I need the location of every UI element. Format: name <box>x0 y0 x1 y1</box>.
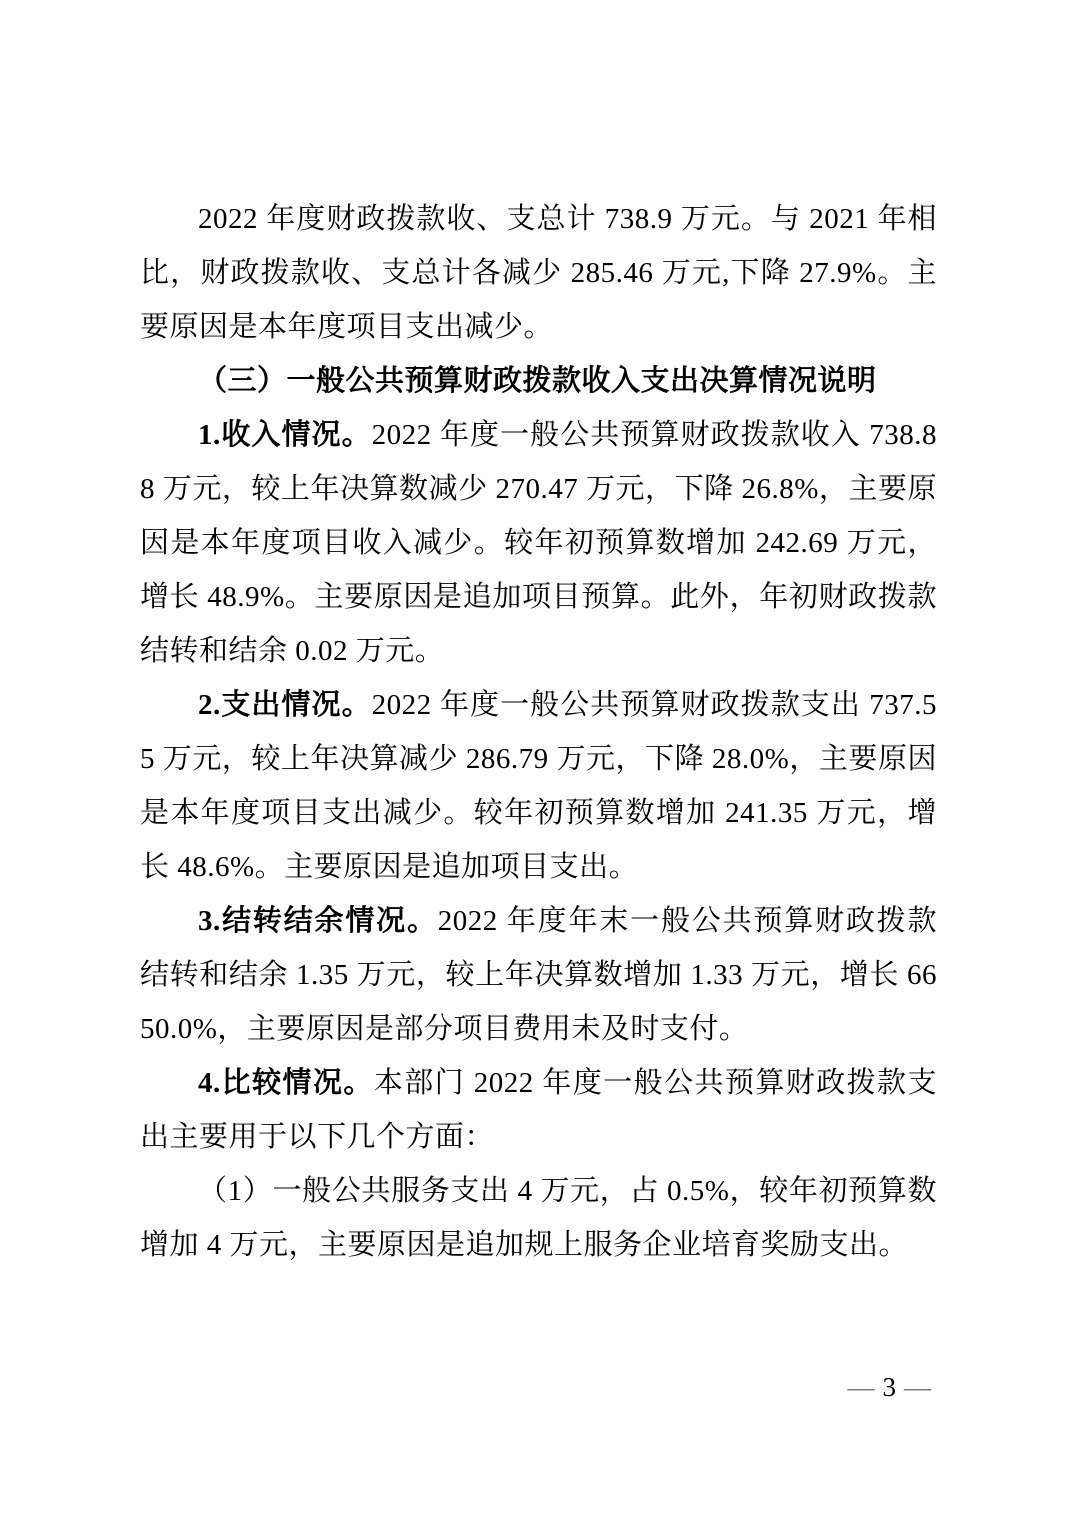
section-heading <box>140 354 937 408</box>
page-number-left-dash: — <box>847 1372 875 1402</box>
paragraph-lead: 4.比较情况。 <box>198 1067 374 1099</box>
paragraph-item-1 <box>140 1164 937 1272</box>
paragraph-text: 本部门 2022 年度一般公共预算财政拨款支出主要用于以下几个方面： <box>140 1067 937 1153</box>
paragraph-text: 2022 年度一般公共预算财政拨款支出 737.55 万元，较上年决算减少 286.79 万元，下降 28.0%，主要原因是本年度项目支出减少。较年初预算数增加 241.35 万元，增长 48.6%。主要原因是追加项目支出。 <box>140 689 937 883</box>
paragraph-fiscal-total <box>140 192 937 354</box>
paragraph-text: 2022 年度一般公共预算财政拨款收入 738.88 万元，较上年决算数减少 270.47 万元，下降 26.8%，主要原因是本年度项目收入减少。较年初预算数增加 242.69 万元，增长 48.9%。主要原因是追加项目预算。此外，年初财政拨款结转和结余 0.02 万元。 <box>140 419 937 667</box>
paragraph-expenditure <box>140 678 937 894</box>
page-number-right-dash: — <box>904 1372 931 1402</box>
paragraph-lead: 3.结转结余情况。 <box>198 905 438 937</box>
paragraph-text: 2022 年度年末一般公共预算财政拨款结转和结余 1.35 万元，较上年决算数增加 1.33 万元，增长 6650.0%，主要原因是部分项目费用未及时支付。 <box>140 905 937 1045</box>
document-body <box>140 192 937 1272</box>
paragraph-text: 2022 年度财政拨款收、支总计 738.9 万元。与 2021 年相比，财政拨款收、支总计各减少 285.46 万元,下降 27.9%。主要原因是本年度项目支出减少。 <box>140 203 937 343</box>
paragraph-carryover <box>140 894 937 1056</box>
section-heading-text: （三）一般公共预算财政拨款收入支出决算情况说明 <box>198 365 877 397</box>
page-number-value: 3 <box>882 1372 896 1402</box>
paragraph-income <box>140 408 937 678</box>
paragraph-lead: 1.收入情况。 <box>198 419 372 451</box>
page-number <box>840 1372 940 1402</box>
paragraph-lead: 2.支出情况。 <box>198 689 372 721</box>
paragraph-comparison <box>140 1056 937 1164</box>
paragraph-text: （1）一般公共服务支出 4 万元，占 0.5%，较年初预算数增加 4 万元，主要原因是追加规上服务企业培育奖励支出。 <box>140 1175 937 1261</box>
